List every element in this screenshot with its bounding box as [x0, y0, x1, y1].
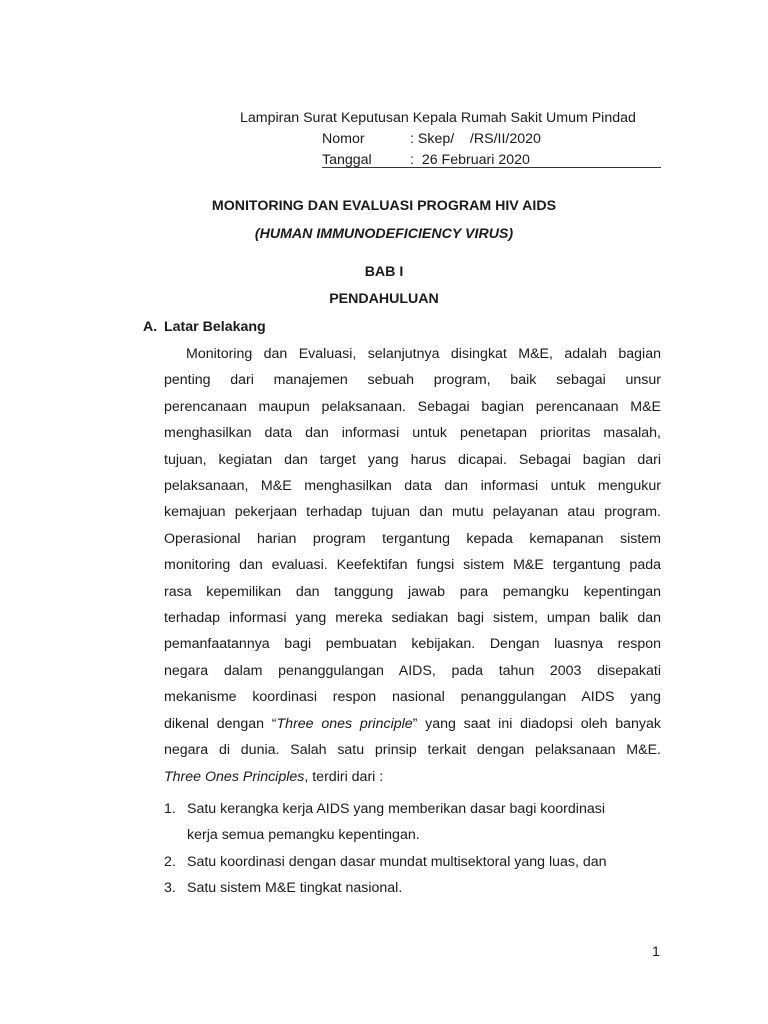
para-line — [164, 764, 661, 790]
para-line: negara di dunia. Salah satu prinsip terkait dengan pelaksanaan M&E. — [164, 742, 661, 759]
para-line: pelaksanaan, M&E menghasilkan data dan informasi untuk mengukur — [164, 478, 661, 495]
list-number: 2. — [164, 854, 176, 870]
section-title: Latar Belakang — [164, 319, 266, 335]
para-line: menghasilkan data dan informasi untuk penetapan prioritas masalah, — [164, 425, 661, 442]
tanggal-label: Tanggal — [322, 152, 372, 168]
para-line: mekanisme koordinasi respon nasional penanggulangan AIDS yang — [164, 689, 661, 706]
list-text: Satu koordinasi dengan dasar mundat multisektoral yang luas, dan — [187, 854, 607, 870]
para-line: rasa kepemilikan dan tanggung jawab para pemangku kepentingan — [164, 583, 661, 600]
header-underline — [322, 167, 661, 168]
header-line: Lampiran Surat Keputusan Kepala Rumah Sakit Umum Pindad — [240, 110, 636, 126]
para-line: terhadap informasi yang mereka sediakan bagi sistem, umpan balik dan — [164, 610, 661, 627]
para-italic: Three ones principle — [276, 715, 413, 732]
doc-title: MONITORING DAN EVALUASI PROGRAM HIV AIDS — [211, 198, 557, 214]
para-text: dikenal dengan “ — [164, 715, 277, 732]
page-number: 1 — [652, 944, 660, 960]
para-line: tujuan, kegiatan dan target yang harus dicapai. Sebagai bagian dari — [164, 451, 661, 468]
para-line: monitoring dan evaluasi. Keefektifan fungsi sistem M&E tergantung pada — [164, 557, 661, 574]
para-italic: Three Ones Principles — [164, 768, 305, 785]
para-line: perencanaan maupun pelaksanaan. Sebagai bagian perencanaan M&E — [164, 398, 661, 415]
list-number: 1. — [164, 801, 176, 817]
para-line: kemajuan pekerjaan terhadap tujuan dan mutu pelayanan atau program. — [164, 504, 661, 521]
nomor-value: : Skep/ /RS/II/2020 — [410, 131, 541, 147]
list-text: Satu sistem M&E tingkat nasional. — [187, 880, 403, 896]
list-text: Satu kerangka kerja AIDS yang memberikan dasar bagi koordinasi — [187, 801, 605, 817]
list-number: 3. — [164, 880, 176, 896]
tanggal-value: : 26 Februari 2020 — [410, 152, 530, 168]
doc-subtitle: (HUMAN IMMUNODEFICIENCY VIRUS) — [254, 226, 514, 242]
para-text: ” yang saat ini diadopsi oleh banyak — [412, 715, 662, 732]
para-line: Operasional harian program tergantung kepada kemapanan sistem — [164, 530, 661, 547]
para-line: Monitoring dan Evaluasi, selanjutnya disingkat M&E, adalah bagian — [186, 346, 661, 362]
para-line: pemanfaatannya bagi pembuatan kebijakan. Dengan luasnya respon — [164, 636, 661, 653]
list-text: kerja semua pemangku kepentingan. — [187, 827, 420, 843]
chapter-name: PENDAHULUAN — [329, 291, 439, 307]
para-line: negara dalam penanggulangan AIDS, pada tahun 2003 disepakati — [164, 662, 661, 679]
chapter-number: BAB I — [364, 264, 404, 280]
para-line: penting dari manajemen sebuah program, baik sebagai unsur — [164, 372, 661, 389]
para-line — [164, 711, 661, 737]
para-text: , terdiri dari : — [304, 768, 384, 785]
body-paragraph — [164, 341, 661, 790]
section-label: A. — [143, 319, 158, 335]
nomor-label: Nomor — [322, 131, 365, 147]
